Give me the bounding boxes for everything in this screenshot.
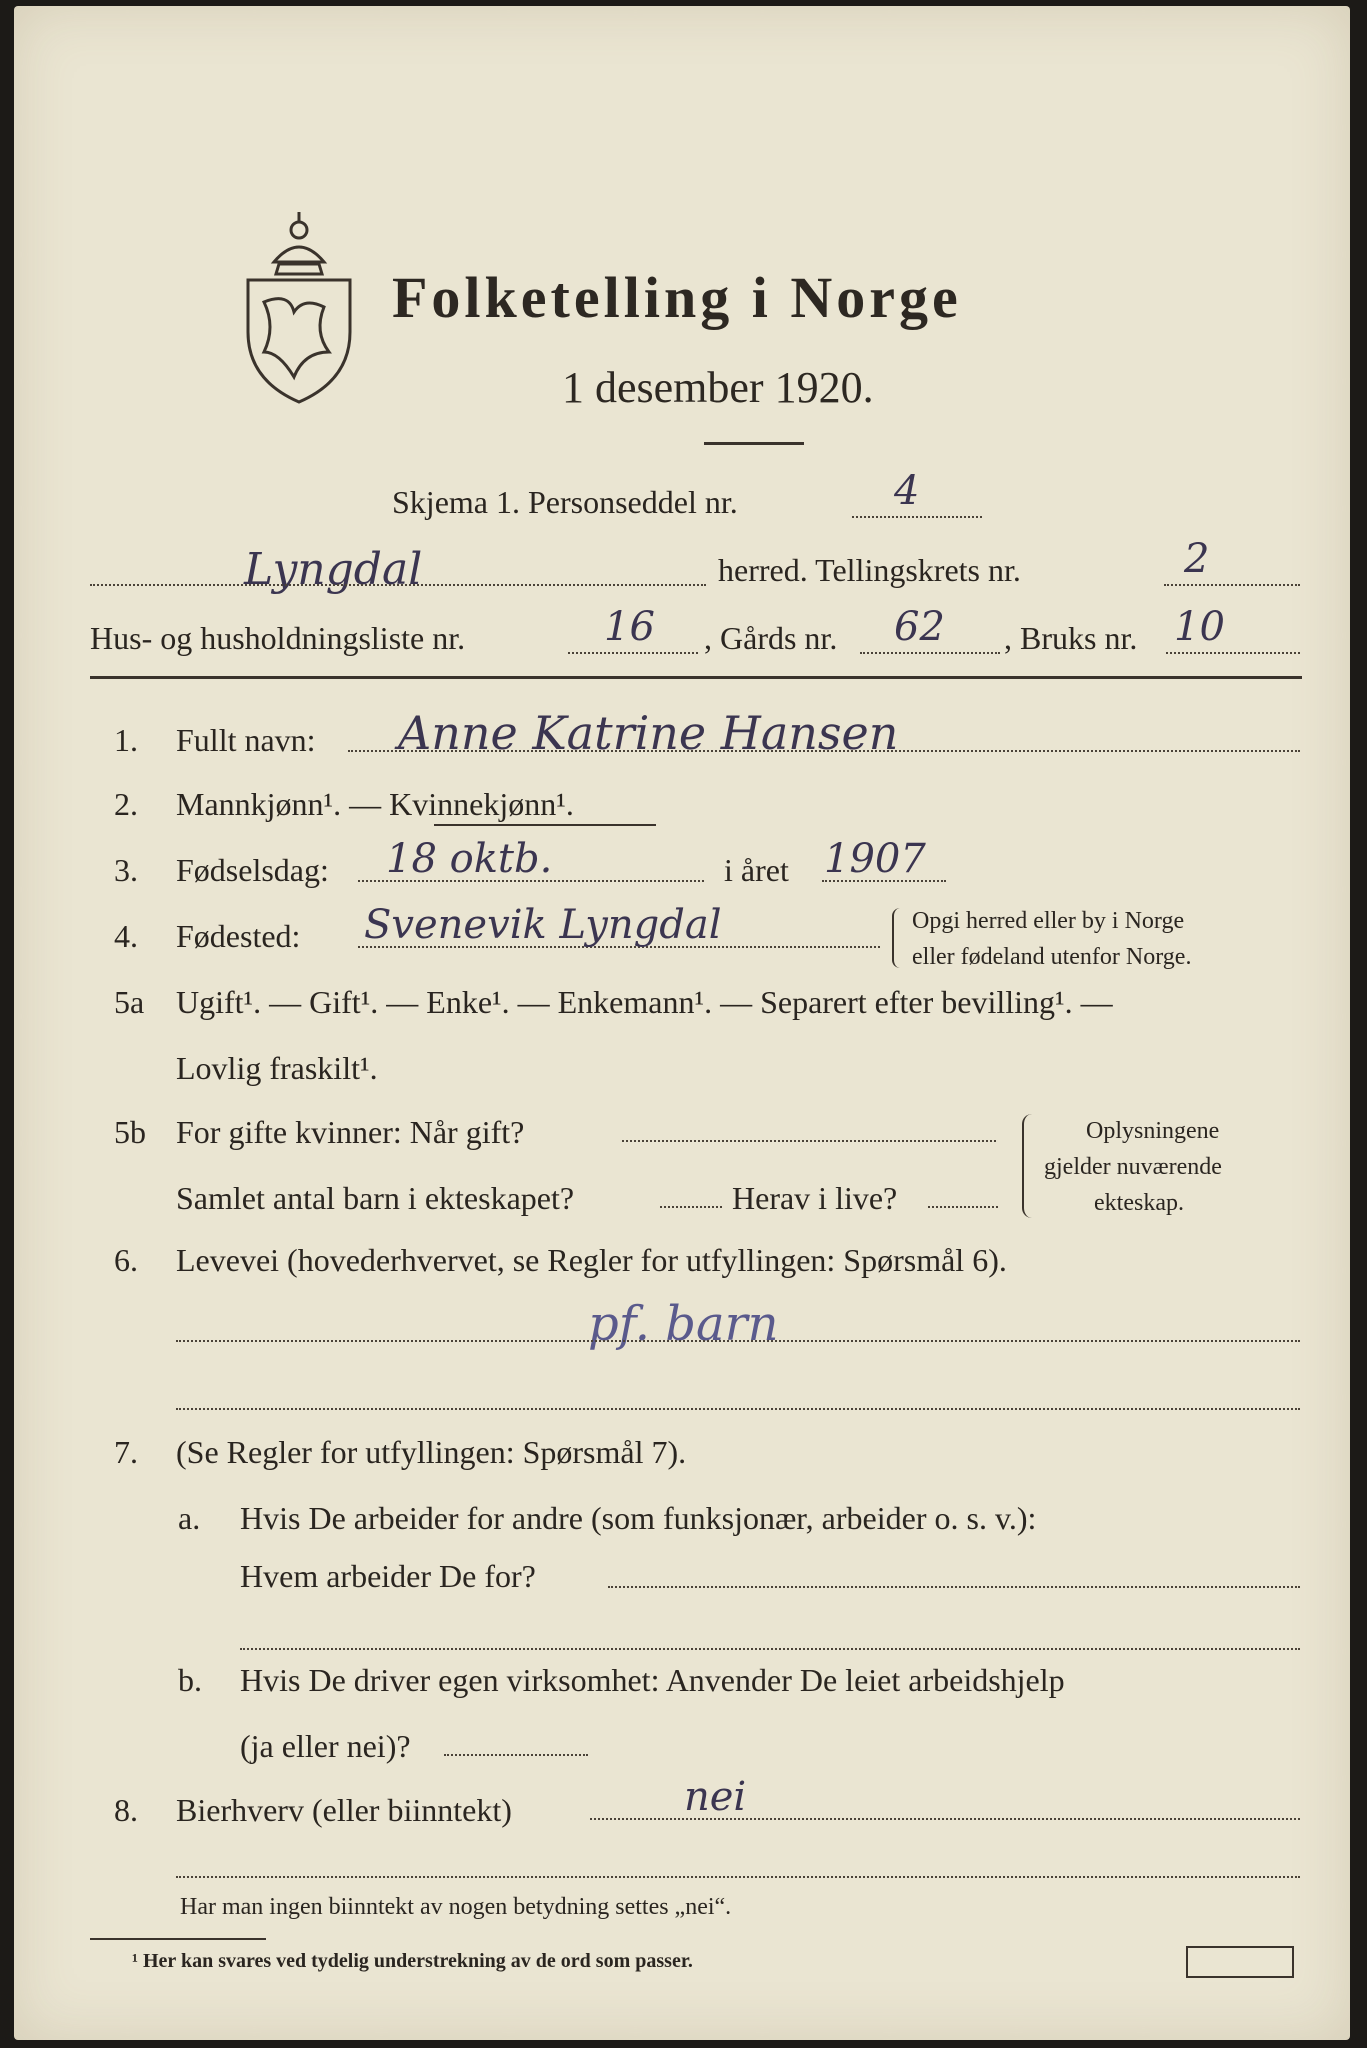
q4-brace [892,908,904,968]
footnote: ¹ Her kan svares ved tydelig understrekning av de ord som passer. [132,1950,693,1972]
q4-label: Fødested: [176,918,301,954]
husliste-value: 16 [604,604,655,650]
q7a-letter: a. [178,1500,201,1536]
birth-year-value: 1907 [824,836,926,882]
schema-label: Skjema 1. Personseddel nr. [392,484,738,520]
q5a-line-2: Lovlig fraskilt¹. [176,1050,378,1086]
gards-value: 62 [894,604,945,650]
q4-note-1: Opgi herred eller by i Norge [912,908,1185,934]
q3-number: 3. [114,852,138,888]
q7-number: 7. [114,1434,138,1470]
bruks-value: 10 [1174,604,1225,650]
full-name-value: Anne Katrine Hansen [398,706,899,760]
q4-note-2: eller fødeland utenfor Norge. [912,944,1192,970]
q5b-line-2: Samlet antal barn i ekteskapet? [176,1180,575,1216]
birthday-value: 18 oktb. [386,836,553,882]
q6-label: Levevei (hovederhvervet, se Regler for utfyllingen: Spørsmål 6). [176,1242,1007,1278]
census-form [14,6,1350,2040]
q7b-line-2: (ja eller nei)? [240,1728,411,1764]
form-title: Folketelling i Norge [392,265,962,330]
tellingskrets-value: 2 [1184,536,1210,582]
q4-number: 4. [114,918,138,954]
q5a-line-1: Ugift¹. — Gift¹. — Enke¹. — Enkemann¹. — Separert efter bevilling¹. — [176,984,1113,1020]
title-divider [704,442,804,445]
q2-number: 2. [114,786,138,822]
q5b-alive-label: Herav i live? [732,1180,898,1216]
q5a-number: 5a [114,984,145,1020]
q7b-letter: b. [178,1662,202,1698]
q6-number: 6. [114,1242,138,1278]
q3-year-label: i året [724,852,789,888]
coat-of-arms-emblem [234,202,364,407]
nei-note: Har man ingen biinntekt av nogen betydning settes „nei“. [180,1894,732,1920]
husliste-label: Hus- og husholdningsliste nr. [90,620,466,656]
q8-label: Bierhverv (eller biinntekt) [176,1792,512,1828]
q2-label: Mannkjønn¹. — Kvinnekjønn¹. [176,786,574,822]
gards-label: , Gårds nr. [704,620,838,656]
q7a-line-2: Hvem arbeider De for? [240,1558,536,1594]
q3-label: Fødselsdag: [176,852,329,888]
herred-value: Lyngdal [244,544,423,595]
birthplace-value: Svenevik Lyngdal [364,902,722,948]
kvinnekjonn-underline [434,824,656,826]
q5b-brace [1022,1114,1036,1218]
q7b-line-1: Hvis De driver egen virksomhet: Anvender De leiet arbeidshjelp [240,1662,1065,1698]
q5b-note-2: gjelder nuværende [1044,1154,1222,1180]
bruks-label: , Bruks nr. [1004,620,1138,656]
q8-number: 8. [114,1792,138,1828]
q5b-number: 5b [114,1114,146,1150]
printer-stamp [1186,1946,1294,1978]
q5b-line-1: For gifte kvinner: Når gift? [176,1114,525,1150]
side-income-value: nei [684,1774,747,1820]
q5b-note-1: Oplysningene [1086,1118,1220,1144]
occupation-value: pf. barn [588,1296,779,1352]
herred-label: herred. Tellingskrets nr. [718,552,1021,588]
q1-label: Fullt navn: [176,722,316,758]
form-date: 1 desember 1920. [562,363,874,412]
footnote-rule [90,1938,266,1940]
q5b-note-3: ekteskap. [1094,1190,1184,1216]
header-rule [90,676,1302,679]
q1-number: 1. [114,722,138,758]
personseddel-value: 4 [894,468,920,514]
q7a-line-1: Hvis De arbeider for andre (som funksjonær, arbeider o. s. v.): [240,1500,1037,1536]
q7-label: (Se Regler for utfyllingen: Spørsmål 7). [176,1434,687,1470]
